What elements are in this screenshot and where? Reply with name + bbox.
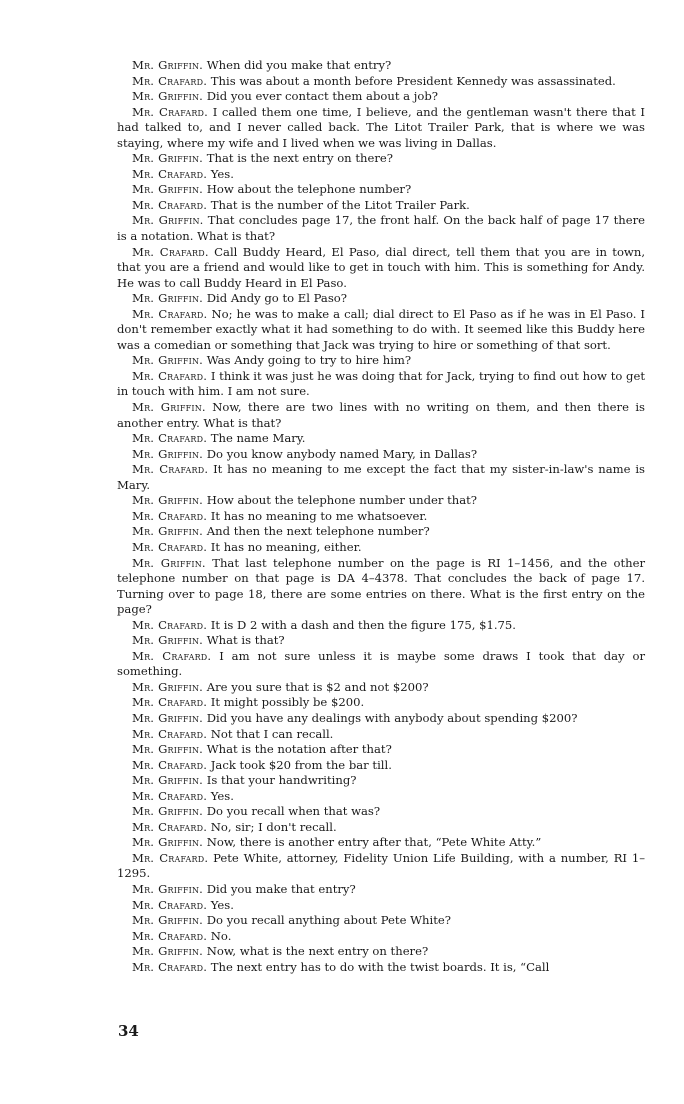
testimony-paragraph <box>117 820 645 836</box>
testimony-text: Is that your handwriting? <box>206 773 357 788</box>
testimony-paragraph <box>117 447 645 463</box>
testimony-paragraph <box>117 462 645 493</box>
testimony-paragraph <box>117 773 645 789</box>
speaker-name: Mr. Crafard. <box>132 197 208 212</box>
testimony-paragraph <box>117 524 645 540</box>
testimony-paragraph <box>117 944 645 960</box>
testimony-text: How about the telephone number under that? <box>206 493 478 508</box>
testimony-paragraph <box>117 882 645 898</box>
speaker-name: Mr. Griffin. <box>132 353 204 368</box>
testimony-text: Jack took $20 from the bar till. <box>210 757 392 772</box>
speaker-name: Mr. Griffin. <box>132 446 204 461</box>
speaker-name: Mr. Griffin. <box>132 291 204 306</box>
testimony-paragraph <box>117 851 645 882</box>
speaker-name: Mr. Crafard. <box>132 539 208 554</box>
testimony-text: And then the next telephone number? <box>206 524 430 539</box>
testimony-text: Did you have any dealings with anybody about spending $200? <box>206 710 578 725</box>
speaker-name: Mr. Crafard. <box>132 244 209 259</box>
testimony-paragraph <box>117 835 645 851</box>
testimony-paragraph <box>117 742 645 758</box>
speaker-name: Mr. Griffin. <box>132 58 204 72</box>
speaker-name: Mr. Crafard. <box>132 368 208 383</box>
speaker-name: Mr. Griffin. <box>132 742 204 757</box>
speaker-name: Mr. Crafard. <box>132 788 208 803</box>
testimony-text: Pete White, attorney, Fidelity Union Life Building, with a number, RI 1–1295. <box>117 850 646 881</box>
testimony-paragraph <box>117 291 645 307</box>
testimony-paragraph <box>117 74 645 90</box>
speaker-name: Mr. Crafard. <box>132 462 209 477</box>
testimony-paragraph <box>117 307 645 354</box>
testimony-paragraph <box>117 649 645 680</box>
speaker-name: Mr. Griffin. <box>132 213 204 228</box>
speaker-name: Mr. Crafard. <box>132 959 208 974</box>
speaker-name: Mr. Griffin. <box>132 493 204 508</box>
speaker-name: Mr. Crafard. <box>132 850 209 865</box>
testimony-text: No, sir; I don't recall. <box>210 819 337 834</box>
testimony-text: Did you ever contact them about a job? <box>206 89 438 104</box>
testimony-text: I think it was just he was doing that for Jack, trying to find out how to get in touch with him. I am not sure. <box>117 368 646 399</box>
speaker-name: Mr. Griffin. <box>132 913 204 928</box>
testimony-text: What is that? <box>206 633 285 648</box>
testimony-paragraph <box>117 400 645 431</box>
testimony-paragraph <box>117 353 645 369</box>
testimony-paragraph <box>117 556 645 618</box>
testimony-paragraph <box>117 540 645 556</box>
testimony-paragraph <box>117 913 645 929</box>
testimony-text: It has no meaning to me whatsoever. <box>210 508 428 523</box>
testimony-text: The name Mary. <box>210 431 306 446</box>
testimony-paragraph <box>117 182 645 198</box>
testimony-text: I am not sure unless it is maybe some draws I took that day or something. <box>117 648 645 679</box>
speaker-name: Mr. Griffin. <box>132 944 204 959</box>
testimony-paragraph <box>117 431 645 447</box>
testimony-text: What is the notation after that? <box>206 742 392 757</box>
testimony-text: Yes. <box>210 166 234 181</box>
testimony-paragraph <box>117 369 645 400</box>
speaker-name: Mr. Griffin. <box>132 89 204 104</box>
testimony-paragraph <box>117 509 645 525</box>
testimony-text: Are you sure that is $2 and not $200? <box>206 679 429 694</box>
testimony-text: This was about a month before President Kennedy was assassinated. <box>210 73 616 88</box>
testimony-paragraph <box>117 727 645 743</box>
testimony-text: That is the number of the Litot Trailer Park. <box>210 197 470 212</box>
testimony-text: Do you recall when that was? <box>206 804 381 819</box>
speaker-name: Mr. Crafard. <box>132 166 208 181</box>
testimony-text: Yes. <box>210 897 234 912</box>
testimony-text: Do you recall anything about Pete White? <box>206 913 451 928</box>
speaker-name: Mr. Griffin. <box>132 524 204 539</box>
testimony-text: The next entry has to do with the twist boards. It is, “Call <box>210 959 550 974</box>
testimony-text: Did you make that entry? <box>206 881 356 896</box>
speaker-name: Mr. Griffin. <box>132 151 204 166</box>
speaker-name: Mr. Griffin. <box>132 555 206 570</box>
testimony-text: Now, what is the next entry on there? <box>206 944 429 959</box>
testimony-text: It might possibly be $200. <box>210 695 365 710</box>
testimony-paragraph <box>117 711 645 727</box>
speaker-name: Mr. Crafard. <box>132 508 208 523</box>
speaker-name: Mr. Crafard. <box>132 306 208 321</box>
speaker-name: Mr. Crafard. <box>132 695 208 710</box>
testimony-paragraph <box>117 213 645 244</box>
speaker-name: Mr. Crafard. <box>132 73 208 88</box>
speaker-name: Mr. Crafard. <box>132 648 212 663</box>
testimony-text: Now, there is another entry after that, “Pete White Atty.” <box>206 835 542 850</box>
transcript-body <box>117 58 645 975</box>
testimony-paragraph <box>117 789 645 805</box>
testimony-text: Do you know anybody named Mary, in Dallas? <box>206 446 478 461</box>
speaker-name: Mr. Griffin. <box>132 773 204 788</box>
testimony-paragraph <box>117 493 645 509</box>
testimony-paragraph <box>117 89 645 105</box>
testimony-text: Call Buddy Heard, El Paso, dial direct, tell them that you are in town, that you are a friend and would like to get in touch with him. This is something for Andy. He was to call Buddy Heard in El Paso. <box>117 244 646 290</box>
speaker-name: Mr. Griffin. <box>132 182 204 197</box>
testimony-paragraph <box>117 960 645 976</box>
speaker-name: Mr. Griffin. <box>132 400 206 415</box>
testimony-paragraph <box>117 151 645 167</box>
testimony-text: It is D 2 with a dash and then the figure 175, $1.75. <box>210 617 516 632</box>
testimony-paragraph <box>117 633 645 649</box>
testimony-text: It has no meaning, either. <box>210 539 362 554</box>
testimony-paragraph <box>117 758 645 774</box>
testimony-text: Was Andy going to try to hire him? <box>206 353 412 368</box>
testimony-text: It has no meaning to me except the fact that my sister-in-law's name is Mary. <box>117 462 646 492</box>
speaker-name: Mr. Griffin. <box>132 804 204 819</box>
testimony-paragraph <box>117 58 645 74</box>
speaker-name: Mr. Crafard. <box>132 104 209 119</box>
testimony-paragraph <box>117 245 645 292</box>
testimony-paragraph <box>117 198 645 214</box>
testimony-text: That concludes page 17, the front half. On the back half of page 17 there is a notation. What is that? <box>117 213 646 244</box>
speaker-name: Mr. Crafard. <box>132 819 208 834</box>
testimony-text: Did Andy go to El Paso? <box>206 291 347 306</box>
testimony-paragraph <box>117 618 645 634</box>
speaker-name: Mr. Griffin. <box>132 633 204 648</box>
testimony-text: I called them one time, I believe, and the gentleman wasn't there that I had talked to, and I never called back. The Litot Trailer Park, that is where we was staying, where my wife and I lived when we was living in Dallas. <box>117 104 645 150</box>
testimony-text: That last telephone number on the page is RI 1–1456, and the other telephone number on that page is DA 4–4378. That concludes the back of page 17. Turning over to page 18, there are some entries on there. What is the first entry on the page? <box>117 555 645 617</box>
testimony-text: Not that I can recall. <box>210 726 334 741</box>
speaker-name: Mr. Griffin. <box>132 710 204 725</box>
testimony-paragraph <box>117 929 645 945</box>
testimony-paragraph <box>117 898 645 914</box>
testimony-text: Now, there are two lines with no writing on them, and then there is another entry. What is that? <box>117 400 646 430</box>
testimony-text: How about the telephone number? <box>206 182 412 197</box>
testimony-paragraph <box>117 167 645 183</box>
speaker-name: Mr. Crafard. <box>132 757 208 772</box>
speaker-name: Mr. Griffin. <box>132 881 204 896</box>
testimony-paragraph <box>117 680 645 696</box>
testimony-paragraph <box>117 804 645 820</box>
speaker-name: Mr. Crafard. <box>132 431 208 446</box>
testimony-text: Yes. <box>210 788 234 803</box>
speaker-name: Mr. Crafard. <box>132 617 208 632</box>
speaker-name: Mr. Crafard. <box>132 897 208 912</box>
testimony-paragraph <box>117 105 645 152</box>
testimony-paragraph <box>117 695 645 711</box>
speaker-name: Mr. Crafard. <box>132 928 208 943</box>
testimony-text: No; he was to make a call; dial direct to El Paso as if he was in El Paso. I don't remember exactly what it had something to do with. It seemed like this Buddy here was a comedian or something that Jack was trying to hire or something of that sort. <box>117 306 646 352</box>
speaker-name: Mr. Griffin. <box>132 835 204 850</box>
testimony-text: That is the next entry on there? <box>206 151 393 166</box>
testimony-text: When did you make that entry? <box>206 58 392 72</box>
speaker-name: Mr. Crafard. <box>132 726 208 741</box>
speaker-name: Mr. Griffin. <box>132 679 204 694</box>
testimony-text: No. <box>210 928 232 943</box>
page-number: 34 <box>118 1022 139 1040</box>
